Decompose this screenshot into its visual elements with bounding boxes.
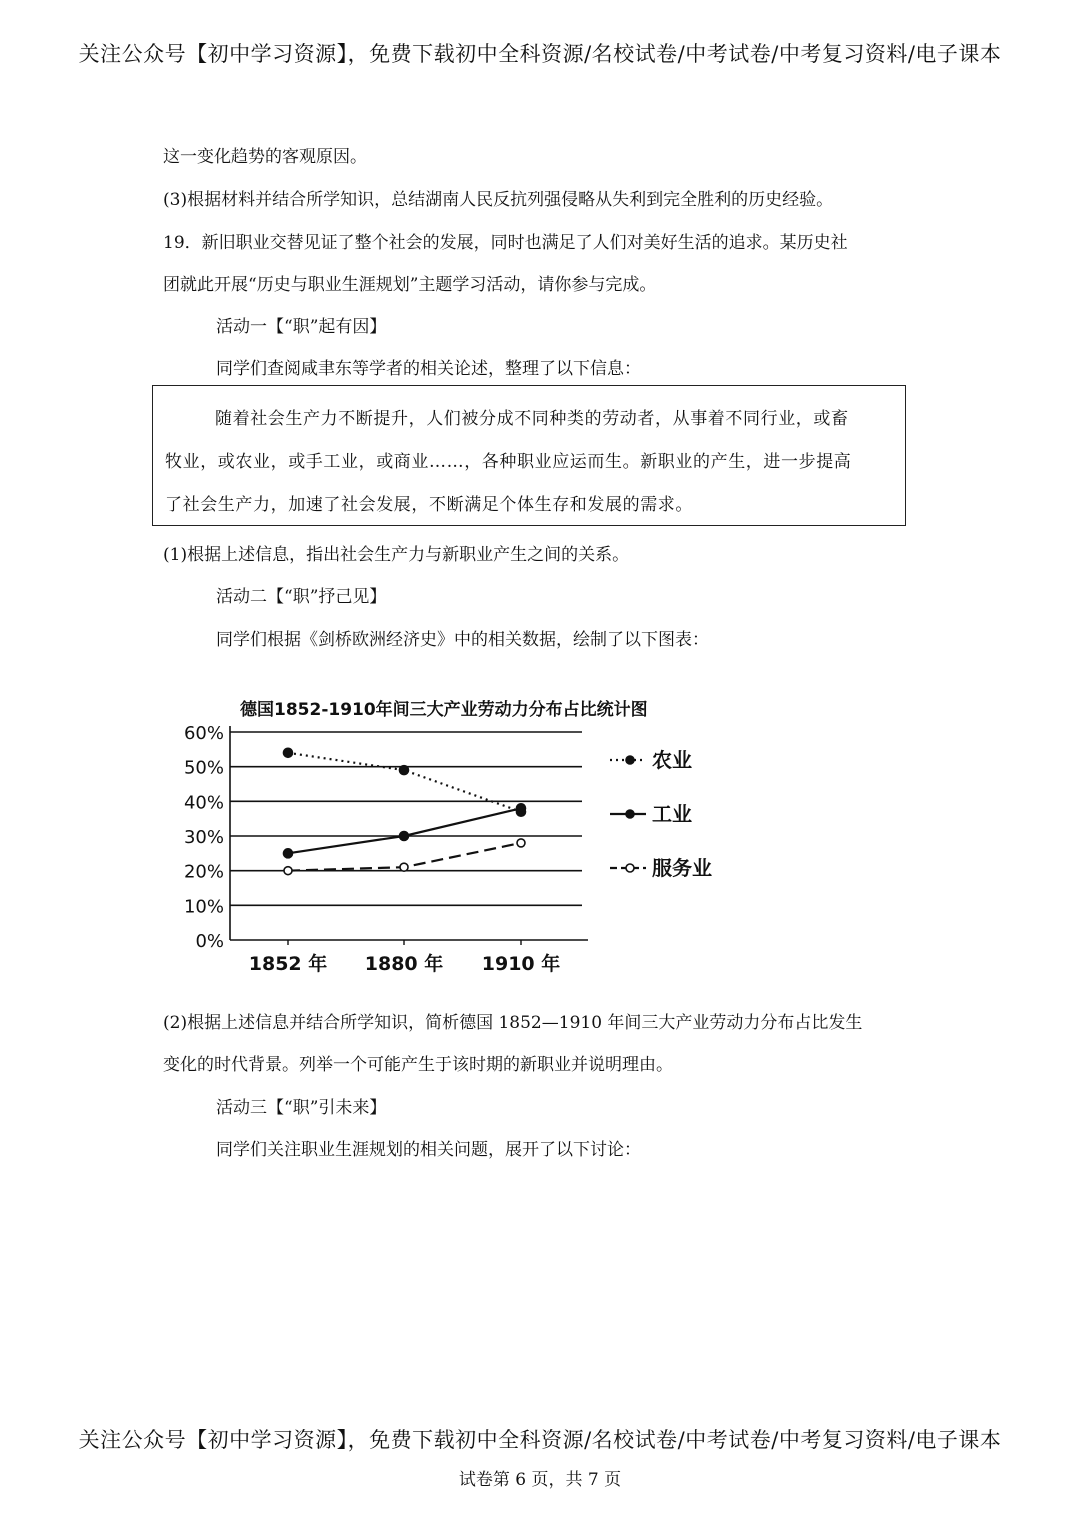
- activity-2-title: 活动二【“职”抒己见】: [216, 587, 387, 607]
- x-tick-label: 1852 年: [248, 953, 328, 975]
- activity-1-title: 活动一【“职”起有因】: [216, 317, 387, 337]
- question-19-line-1: 19．新旧职业交替见证了整个社会的发展，同时也满足了人们对美好生活的追求。某历史社: [163, 233, 848, 253]
- chart-x-tick-labels: [249, 952, 561, 975]
- legend-marker: [626, 810, 634, 818]
- top-banner: 关注公众号【初中学习资源】，免费下载初中全科资源/名校试卷/中考试卷/中考复习资料/电子课本: [78, 42, 1002, 66]
- y-tick-label: 40%: [183, 792, 224, 814]
- labor-distribution-chart: [170, 690, 770, 980]
- info-box: [152, 385, 906, 526]
- info-box-line-2: 牧业，或农业，或手工业，或商业……，各种职业应运而生。新职业的产生，进一步提高: [165, 452, 852, 472]
- x-tick-label: 1880 年: [364, 953, 444, 975]
- question-19-line-2: 团就此开展“历史与职业生涯规划”主题学习活动，请你参与完成。: [163, 275, 657, 295]
- data-point: [284, 867, 292, 875]
- question-1: (1)根据上述信息，指出社会生产力与新职业产生之间的关系。: [163, 545, 630, 565]
- bottom-banner: 关注公众号【初中学习资源】，免费下载初中全科资源/名校试卷/中考试卷/中考复习资料/电子课本: [78, 1428, 1002, 1452]
- y-tick-label: 60%: [183, 723, 224, 744]
- page-number: 试卷第 6 页，共 7 页: [458, 1470, 622, 1490]
- chart-y-tick-labels: [184, 723, 224, 952]
- legend-marker: [626, 756, 634, 764]
- legend-label: 农业: [652, 748, 692, 772]
- series-line-0: [288, 753, 521, 812]
- data-point: [517, 804, 526, 813]
- activity-1-intro: 同学们查阅咸聿东等学者的相关论述，整理了以下信息：: [216, 359, 641, 379]
- legend-marker: [626, 864, 634, 872]
- info-box-line-3: 了社会生产力，加速了社会发展，不断满足个体生存和发展的需求。: [165, 495, 693, 515]
- y-tick-label: 20%: [183, 861, 224, 883]
- data-point: [517, 839, 525, 847]
- question-3: (3)根据材料并结合所学知识，总结湖南人民反抗列强侵略从失利到完全胜利的历史经验。: [163, 190, 834, 210]
- data-point: [400, 863, 408, 871]
- data-point: [400, 832, 409, 841]
- data-point: [400, 766, 409, 775]
- chart-legend: [610, 748, 712, 880]
- chart-title: 德国1852-1910年间三大产业劳动力分布占比统计图: [240, 700, 648, 720]
- data-point: [284, 849, 293, 858]
- activity-3-title: 活动三【“职”引未来】: [216, 1098, 387, 1118]
- y-tick-label: 10%: [183, 896, 224, 918]
- data-point: [284, 748, 293, 757]
- text-line-continuation: 这一变化趋势的客观原因。: [163, 147, 367, 167]
- y-tick-label: 0%: [195, 931, 224, 952]
- legend-label: 工业: [652, 802, 692, 826]
- activity-2-intro: 同学们根据《剑桥欧洲经济史》中的相关数据，绘制了以下图表：: [216, 630, 709, 650]
- y-tick-label: 30%: [183, 827, 224, 848]
- y-tick-label: 50%: [183, 757, 224, 779]
- question-2-line-2: 变化的时代背景。列举一个可能产生于该时期的新职业并说明理由。: [163, 1055, 673, 1075]
- legend-label: 服务业: [652, 856, 712, 880]
- x-tick-label: 1910 年: [481, 953, 561, 975]
- chart-grid: [230, 732, 582, 905]
- info-box-line-1: 随着社会生产力不断提升，人们被分成不同种类的劳动者，从事着不同行业，或畜: [215, 409, 849, 429]
- question-2-line-1: (2)根据上述信息并结合所学知识，简析德国 1852—1910 年间三大产业劳动力分布占比发生: [163, 1013, 863, 1033]
- activity-3-intro: 同学们关注职业生涯规划的相关问题，展开了以下讨论：: [216, 1140, 641, 1160]
